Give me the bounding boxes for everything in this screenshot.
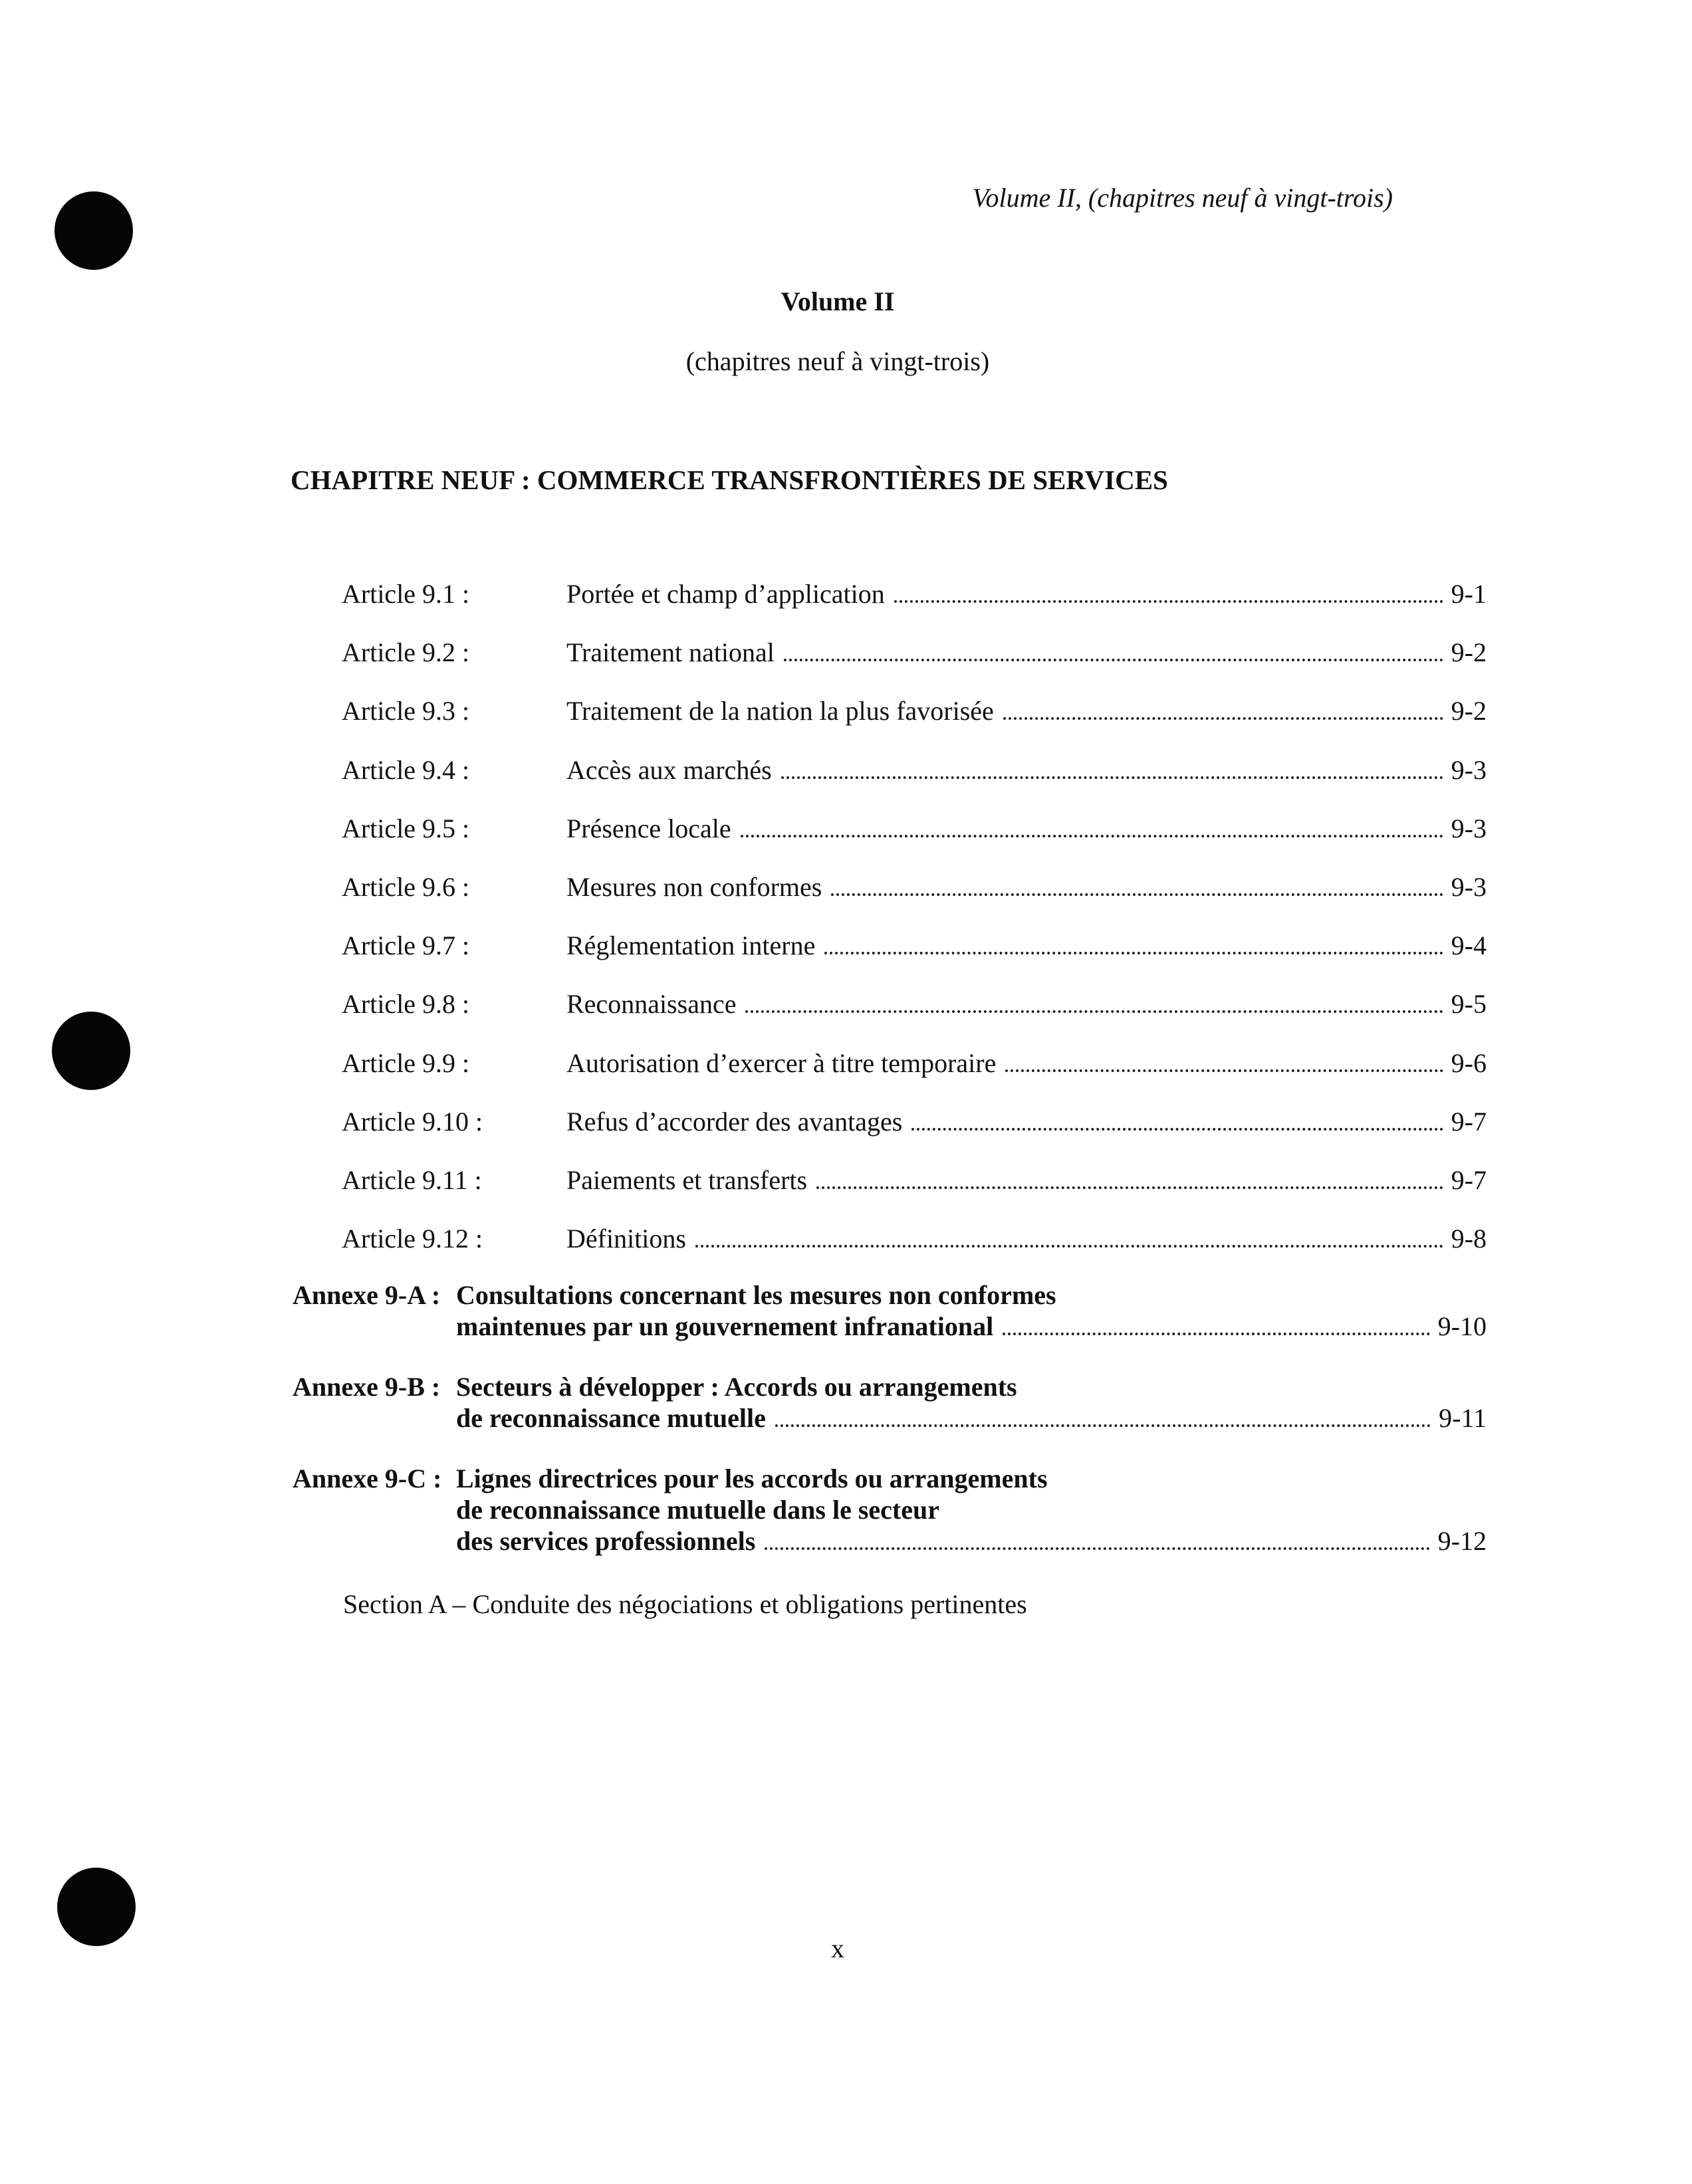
article-number: Article 9.8 : (342, 989, 470, 1020)
toc-entry-9-4[interactable] (342, 754, 1487, 813)
annex-title-line: de reconnaissance mutuelle dans le secteur (456, 1495, 939, 1525)
article-page: 9-7 (1451, 1106, 1487, 1137)
article-title: Présence locale (566, 813, 731, 843)
binder-hole-top (55, 191, 133, 270)
article-title: Traitement de la nation la plus favorisée (566, 696, 994, 726)
toc-annex-9-b[interactable] (293, 1371, 1487, 1434)
toc-entry-9-2[interactable] (342, 637, 1487, 695)
dot-leader (911, 1128, 1443, 1131)
article-title: Réglementation interne (566, 930, 816, 961)
toc-entry-9-5[interactable] (342, 813, 1487, 871)
dot-leader (765, 1547, 1429, 1550)
annex-page: 9-10 (1437, 1311, 1487, 1341)
toc-entry-9-8[interactable] (342, 988, 1487, 1047)
annex-list (293, 1279, 1487, 1586)
toc-entry-9-1[interactable] (342, 578, 1487, 637)
toc-entry-9-7[interactable] (342, 930, 1487, 988)
article-number: Article 9.4 : (342, 754, 470, 785)
article-number: Article 9.9 : (342, 1047, 470, 1078)
article-title: Autorisation d’exercer à titre temporaire (566, 1047, 997, 1078)
article-list (342, 578, 1487, 1281)
article-page: 9-3 (1451, 813, 1487, 843)
annex-title-line: Secteurs à développer : Accords ou arrangements (456, 1372, 1017, 1402)
toc-entry-9-9[interactable] (342, 1047, 1487, 1106)
article-page: 9-7 (1451, 1164, 1487, 1195)
toc-annex-9-c[interactable] (293, 1463, 1487, 1557)
article-number: Article 9.1 : (342, 579, 470, 609)
article-number: Article 9.12 : (342, 1224, 483, 1254)
article-page: 9-3 (1451, 754, 1487, 785)
dot-leader (831, 893, 1443, 896)
dot-leader (741, 835, 1443, 837)
article-page: 9-4 (1451, 930, 1487, 961)
chapter-title: CHAPITRE NEUF : COMMERCE TRANSFRONTIÈRES DE SERVICES (291, 465, 1168, 495)
dot-leader (781, 776, 1443, 779)
article-number: Article 9.6 : (342, 871, 470, 902)
annex-label: Annexe 9-C : (293, 1464, 442, 1493)
annex-label: Annexe 9-B : (293, 1372, 441, 1402)
dot-leader (784, 659, 1443, 661)
article-title: Définitions (566, 1224, 686, 1254)
article-title: Reconnaissance (566, 989, 737, 1020)
article-number: Article 9.11 : (342, 1164, 482, 1195)
annex-title-line: maintenues par un gouvernement infranational (456, 1311, 994, 1341)
toc-annex-9-a[interactable] (293, 1279, 1487, 1342)
dot-leader (1003, 717, 1443, 720)
toc-entry-9-3[interactable] (342, 695, 1487, 754)
article-number: Article 9.10 : (342, 1106, 483, 1137)
article-page: 9-2 (1451, 637, 1487, 668)
article-page: 9-1 (1451, 579, 1487, 609)
dot-leader (1003, 1333, 1429, 1335)
annex-page: 9-12 (1437, 1526, 1487, 1556)
volume-title: Volume II (781, 286, 895, 316)
article-page: 9-3 (1451, 871, 1487, 902)
article-page: 9-5 (1451, 989, 1487, 1020)
article-page: 9-6 (1451, 1047, 1487, 1078)
dot-leader (894, 600, 1443, 603)
article-title: Paiements et transferts (566, 1164, 808, 1195)
toc-entry-9-12[interactable] (342, 1223, 1487, 1281)
annex-title-line: des services professionnels (456, 1526, 756, 1556)
running-header: Volume II, (chapitres neuf à vingt-trois) (972, 183, 1393, 213)
dot-leader (745, 1010, 1443, 1013)
toc-entry-9-6[interactable] (342, 871, 1487, 930)
annex-label: Annexe 9-A : (293, 1280, 441, 1310)
annex-title-line: de reconnaissance mutuelle (456, 1403, 766, 1433)
article-number: Article 9.7 : (342, 930, 470, 961)
article-number: Article 9.3 : (342, 696, 470, 726)
toc-entry-9-11[interactable] (342, 1164, 1487, 1223)
article-page: 9-8 (1451, 1224, 1487, 1254)
annex-title-line: Consultations concernant les mesures non conformes (456, 1280, 1056, 1310)
article-page: 9-2 (1451, 696, 1487, 726)
dot-leader (775, 1424, 1431, 1427)
section-heading[interactable]: Section A – Conduite des négociations et obligations pertinentes (343, 1589, 1027, 1619)
article-number: Article 9.2 : (342, 637, 470, 668)
annex-page: 9-11 (1439, 1403, 1487, 1433)
dot-leader (695, 1245, 1443, 1248)
dot-leader (816, 1186, 1443, 1189)
article-title: Accès aux marchés (566, 754, 772, 785)
article-title: Mesures non conformes (566, 871, 822, 902)
article-title: Traitement national (566, 637, 775, 668)
article-title: Portée et champ d’application (566, 579, 885, 609)
page-number: x (831, 1933, 844, 1963)
article-title: Refus d’accorder des avantages (566, 1106, 903, 1137)
article-number: Article 9.5 : (342, 813, 470, 843)
dot-leader (824, 952, 1443, 954)
toc-entry-9-10[interactable] (342, 1106, 1487, 1164)
dot-leader (1005, 1069, 1443, 1072)
volume-subtitle: (chapitres neuf à vingt-trois) (685, 346, 990, 376)
annex-title-line: Lignes directrices pour les accords ou arrangements (456, 1464, 1048, 1493)
binder-hole-middle (52, 1012, 130, 1090)
